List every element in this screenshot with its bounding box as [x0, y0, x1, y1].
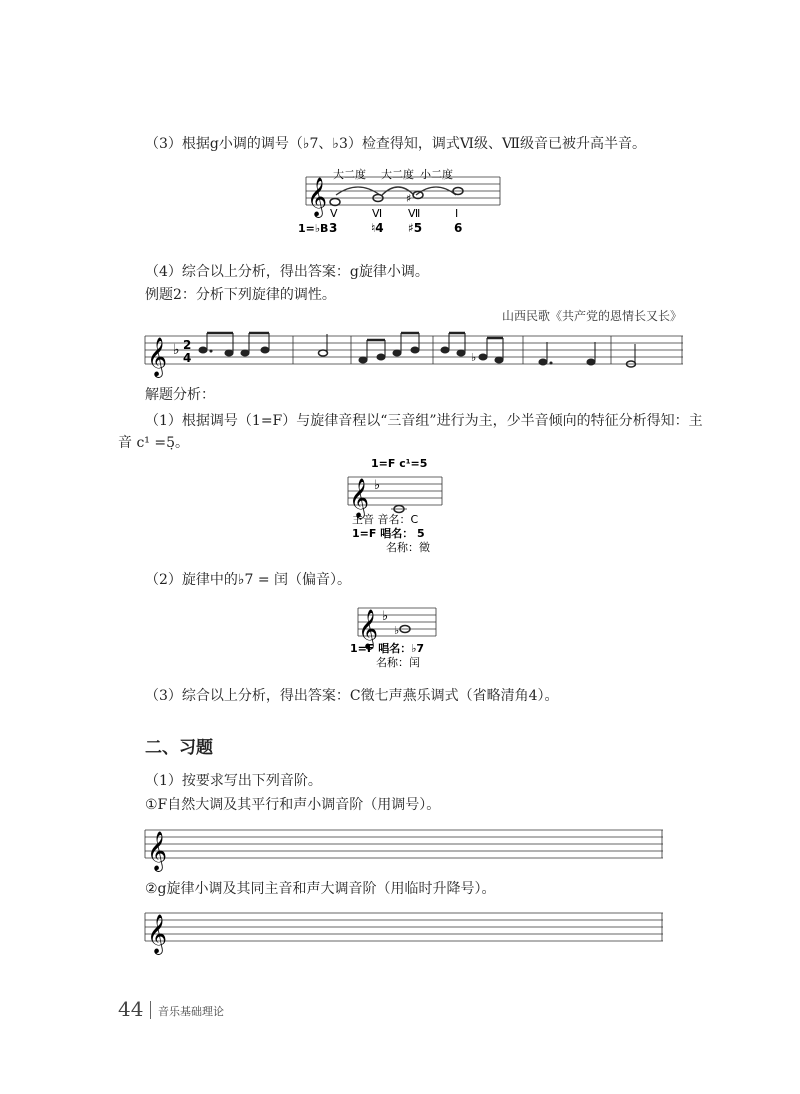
- flat-icon: ♭: [173, 342, 180, 358]
- numbered-note: 3: [329, 221, 338, 235]
- treble-clef-icon: 𝄞: [307, 177, 328, 217]
- text-line: （1）根据调号（1=F）与旋律音程以“三音组”进行为主，少半音倾向的特征分析得知：主: [145, 413, 703, 429]
- scale-degree: Ⅰ: [455, 207, 459, 220]
- flat-icon: ♭: [374, 478, 381, 493]
- tonic-figure: [346, 455, 456, 555]
- scale-degree: Ⅶ: [408, 207, 421, 220]
- treble-clef-icon: 𝄞: [349, 478, 370, 518]
- interval-figure: [298, 165, 508, 240]
- melody-staff: [145, 328, 685, 377]
- exercise-staff: [145, 907, 665, 954]
- text-line: 音 c¹ =5̣。: [118, 435, 189, 451]
- interval-label: 小二度: [420, 168, 453, 181]
- text-line: （3）根据g小调的调号（♭7、♭3）检查得知，调式Ⅵ级、Ⅶ级音已被升高半音。: [145, 136, 647, 152]
- time-signature-bottom: 4: [183, 351, 192, 365]
- svg-text:♯: ♯: [406, 192, 412, 205]
- song-credit: 山西民歌《共产党的恩情长又长》: [501, 309, 682, 323]
- figure-row: 名称：徵: [386, 541, 430, 554]
- numbered-note: ♯5: [408, 221, 423, 235]
- section-heading: 二、习题: [145, 738, 213, 758]
- text-line: 例题2：分析下列旋律的调性。: [145, 287, 336, 303]
- treble-clef-icon: 𝄞: [147, 831, 168, 871]
- time-signature-top: 2: [183, 338, 192, 352]
- text-line: （4）综合以上分析，得出答案：g旋律小调。: [145, 264, 429, 280]
- scale-degree: Ⅵ: [372, 207, 383, 220]
- figure-title: 1=F c¹=5: [371, 457, 428, 470]
- key-label: 1=♭B: [298, 222, 329, 235]
- scale-degree: Ⅴ: [330, 207, 338, 220]
- interval-label: 大二度: [381, 168, 414, 181]
- treble-clef-icon: 𝄞: [358, 609, 379, 649]
- figure-row: 1=F 唱名：♭7: [350, 642, 425, 655]
- text-line: （2）旋律中的♭7 = 闰（偏音）。: [145, 572, 352, 588]
- figure-row: 主音 音名：C: [352, 513, 419, 526]
- exercise-staff: [145, 824, 665, 871]
- treble-clef-icon: 𝄞: [147, 337, 168, 377]
- figure-row: 名称：闰: [376, 656, 420, 669]
- flat-icon: ♭: [382, 609, 389, 624]
- bian-tone-figure: [346, 600, 456, 670]
- text-line: （3）综合以上分析，得出答案：C徵七声燕乐调式（省略清角4）。: [145, 688, 559, 704]
- numbered-note: ♮4: [371, 221, 384, 235]
- text-line: ②g旋律小调及其同主音和声大调音阶（用临时升降号）。: [145, 881, 496, 897]
- page-number: 44: [118, 997, 144, 1021]
- numbered-note: 6: [454, 221, 463, 235]
- text-line: （1）按要求写出下列音阶。: [145, 773, 322, 789]
- footer-divider: [150, 1001, 151, 1019]
- interval-label: 大二度: [333, 168, 366, 181]
- flat-icon: ♭: [471, 351, 477, 364]
- text-line: 解题分析：: [145, 387, 215, 403]
- text-line: ①F自然大调及其平行和声小调音阶（用调号）。: [145, 797, 441, 813]
- treble-clef-icon: 𝄞: [147, 914, 168, 954]
- figure-row: 1=F 唱名： 5: [352, 527, 425, 540]
- book-title: 音乐基础理论: [158, 1005, 224, 1018]
- flat-icon: ♭: [394, 624, 400, 637]
